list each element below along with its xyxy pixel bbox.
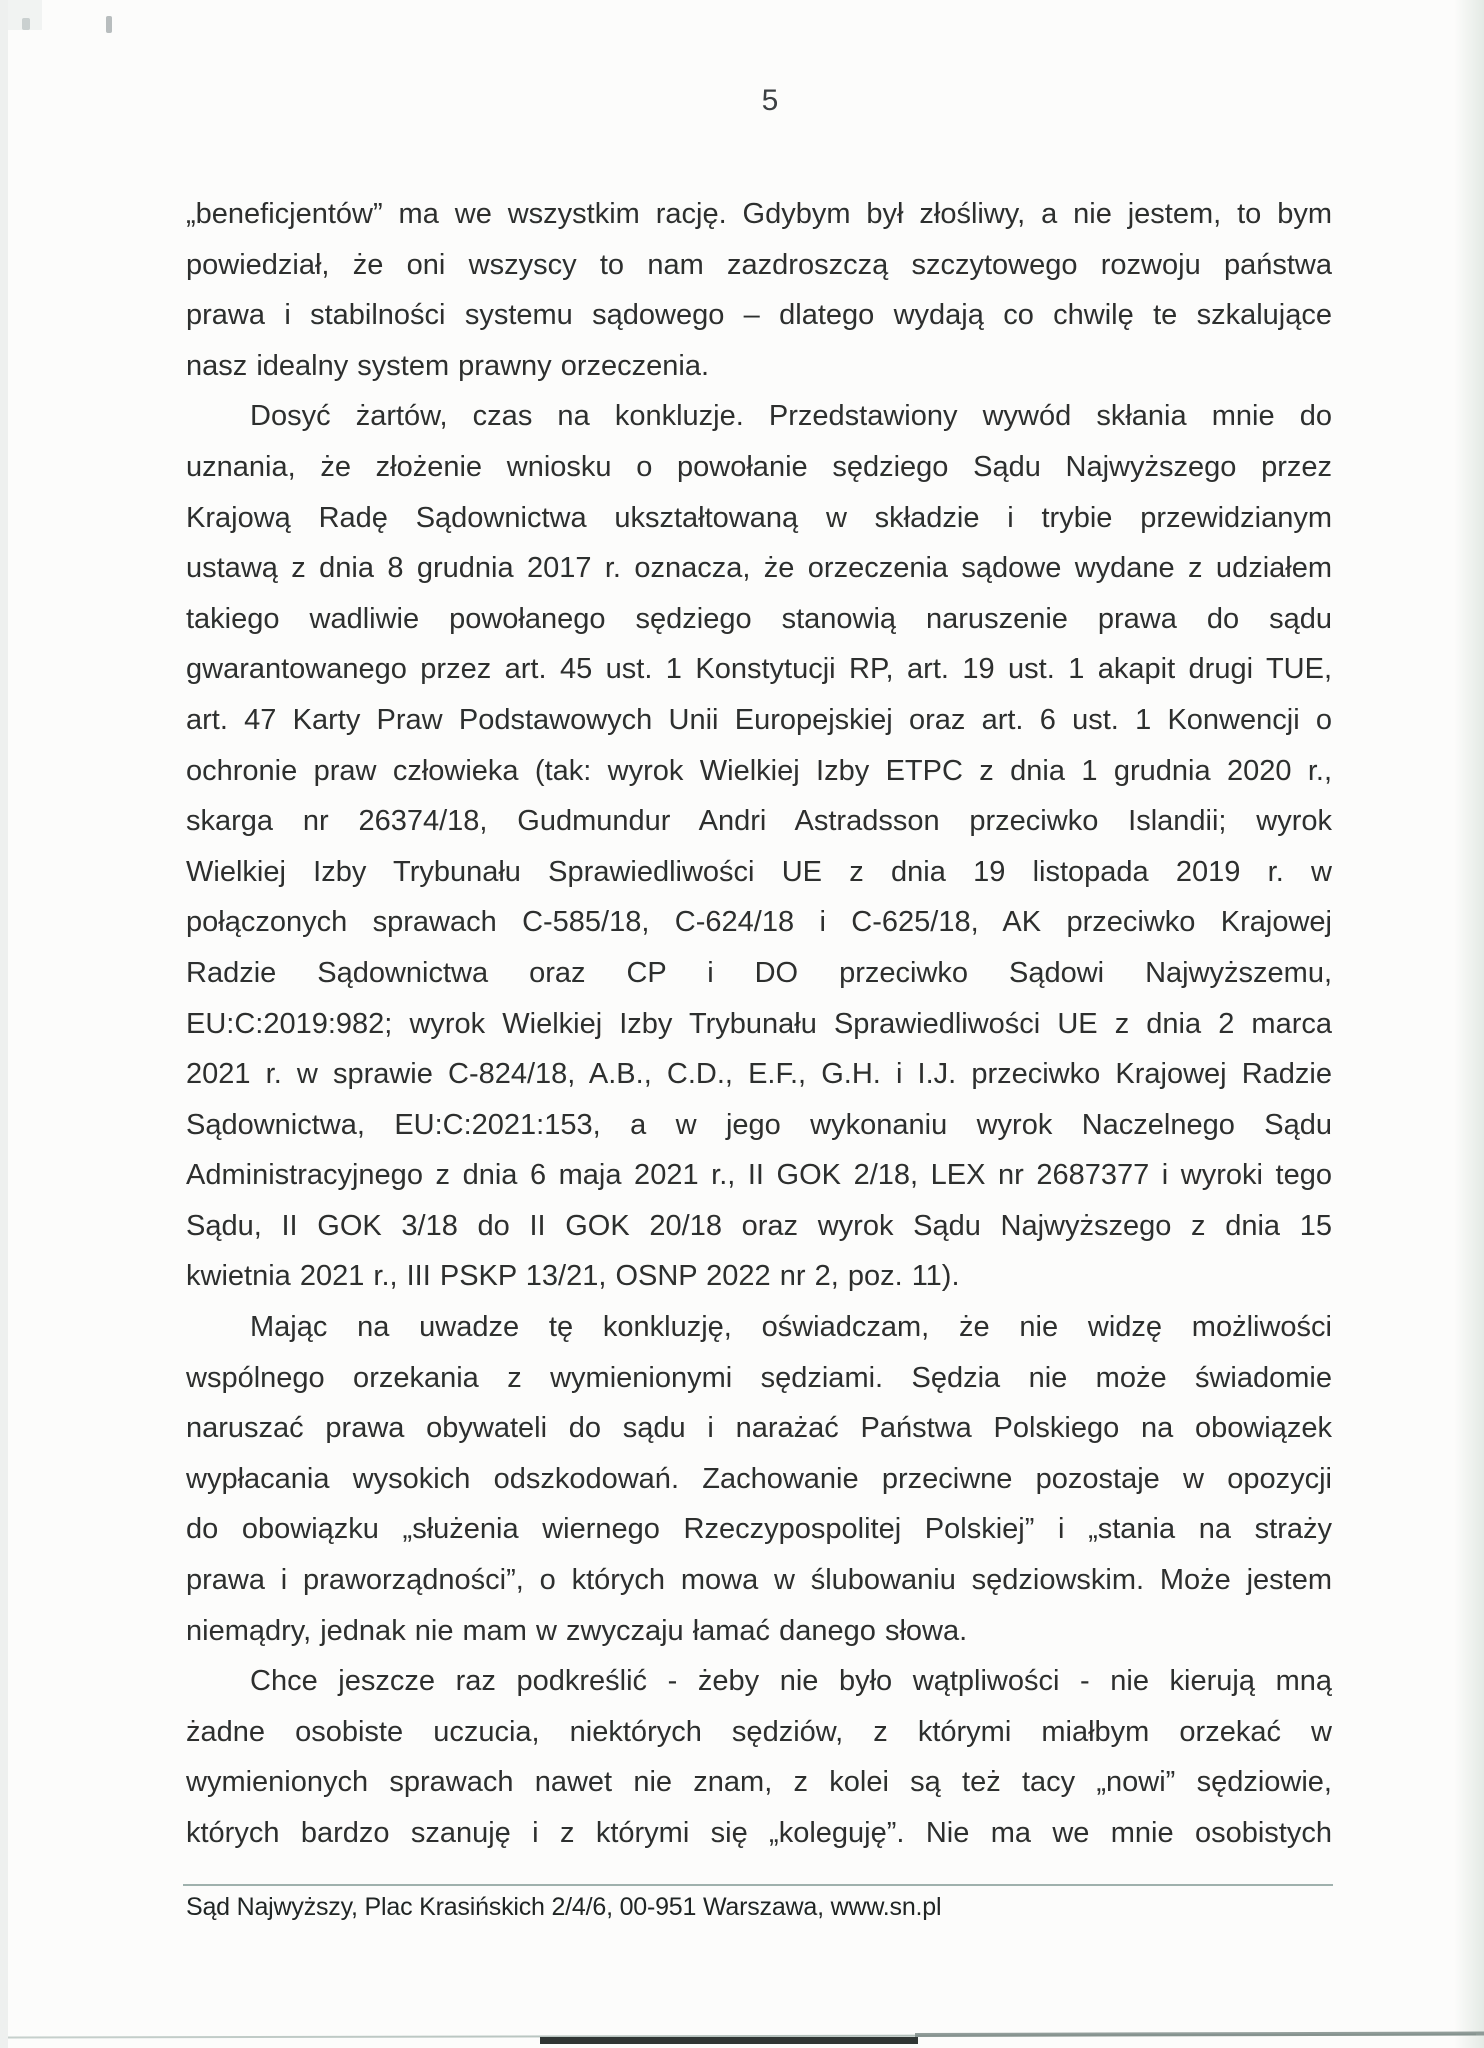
text-line: których bardzo szanuję i z którymi się „koleguję”. Nie ma we mnie osobistych xyxy=(186,1817,1332,1849)
footer-address: Sąd Najwyższy, Plac Krasińskich 2/4/6, 00-951 Warszawa, www.sn.pl xyxy=(186,1893,942,1921)
text-line: EU:C:2019:982; wyrok Wielkiej Izby Trybunału Sprawiedliwości UE z dnia 2 marca xyxy=(186,1007,1332,1040)
page-number: 5 xyxy=(761,84,779,117)
text-line: niemądry, jednak nie mam w zwyczaju łamać danego słowa. xyxy=(186,1614,968,1647)
text-line: ochronie praw człowieka (tak: wyrok Wielkiej Izby ETPC z dnia 1 grudnia 2020 r., xyxy=(186,754,1332,787)
text-line: naruszać prawa obywateli do sądu i narażać Państwa Polskiego na obowiązek xyxy=(186,1412,1332,1445)
footer-divider xyxy=(183,1884,1333,1886)
text-line: wymienionych sprawach nawet nie znam, z kolei są też tacy „nowi” sędziowie, xyxy=(186,1766,1332,1799)
text-line: Administracyjnego z dnia 6 maja 2021 r., II GOK 2/18, LEX nr 2687377 i wyroki tego xyxy=(186,1159,1332,1192)
scan-bottom-dark-artifact xyxy=(540,2037,918,2044)
text-line: gwarantowanego przez art. 45 ust. 1 Konstytucji RP, art. 19 ust. 1 akapit drugi TUE, xyxy=(186,653,1332,686)
text-line: „beneficjentów” ma we wszystkim rację. Gdybym był złośliwy, a nie jestem, to bym xyxy=(186,198,1332,230)
text-line: Mając na uwadze tę konkluzję, oświadczam, że nie widzę możliwości xyxy=(250,1311,1332,1344)
text-line: połączonych sprawach C-585/18, C-624/18 i C-625/18, AK przeciwko Krajowej xyxy=(186,906,1332,939)
scan-left-edge-shading xyxy=(0,0,8,2048)
document-body xyxy=(186,189,1332,1859)
scan-speck xyxy=(22,18,30,30)
text-line: żadne osobiste uczucia, niektórych sędziów, z którymi miałbym orzekać w xyxy=(186,1715,1332,1748)
text-line: wspólnego orzekania z wymienionymi sędziami. Sędzia nie może świadomie xyxy=(186,1361,1332,1394)
scan-bottom-right-artifact xyxy=(915,2032,1484,2037)
text-line: prawa i praworządności”, o których mowa w ślubowaniu sędziowskim. Może jestem xyxy=(186,1564,1332,1597)
text-line: Sądu, II GOK 3/18 do II GOK 20/18 oraz wyrok Sądu Najwyższego z dnia 15 xyxy=(186,1209,1332,1242)
text-line: Wielkiej Izby Trybunału Sprawiedliwości UE z dnia 19 listopada 2019 r. w xyxy=(186,855,1332,888)
text-line: Chce jeszcze raz podkreślić - żeby nie było wątpliwości - nie kierują mną xyxy=(250,1665,1332,1698)
scan-speck xyxy=(106,16,112,33)
scan-right-edge-shading xyxy=(1454,0,1484,2048)
text-line: do obowiązku „służenia wiernego Rzeczypospolitej Polskiej” i „stania na straży xyxy=(186,1513,1332,1546)
text-line: skarga nr 26374/18, Gudmundur Andri Astradsson przeciwko Islandii; wyrok xyxy=(186,805,1332,838)
text-line: 2021 r. w sprawie C-824/18, A.B., C.D., E.F., G.H. i I.J. przeciwko Krajowej Radzie xyxy=(186,1058,1332,1091)
text-line: Krajową Radę Sądownictwa ukształtowaną w składzie i trybie przewidzianym xyxy=(186,501,1332,534)
text-line: nasz idealny system prawny orzeczenia. xyxy=(186,349,710,382)
text-line: art. 47 Karty Praw Podstawowych Unii Europejskiej oraz art. 6 ust. 1 Konwencji o xyxy=(186,703,1332,736)
text-line: takiego wadliwie powołanego sędziego stanowią naruszenie prawa do sądu xyxy=(186,602,1332,635)
text-line: Sądownictwa, EU:C:2021:153, a w jego wykonaniu wyrok Naczelnego Sądu xyxy=(186,1108,1332,1141)
text-line: uznania, że złożenie wniosku o powołanie sędziego Sądu Najwyższego przez xyxy=(186,450,1332,483)
text-line: prawa i stabilności systemu sądowego – dlatego wydają co chwilę te szkalujące xyxy=(186,299,1332,332)
text-line: ustawą z dnia 8 grudnia 2017 r. oznacza, że orzeczenia sądowe wydane z udziałem xyxy=(186,552,1332,585)
text-line: Dosyć żartów, czas na konkluzje. Przedstawiony wywód skłania mnie do xyxy=(250,400,1332,433)
text-line: Radzie Sądownictwa oraz CP i DO przeciwko Sądowi Najwyższemu, xyxy=(186,956,1332,989)
text-line: powiedział, że oni wszyscy to nam zazdroszczą szczytowego rozwoju państwa xyxy=(186,248,1332,281)
text-line: kwietnia 2021 r., III PSKP 13/21, OSNP 2022 nr 2, poz. 11). xyxy=(186,1260,960,1293)
text-line: wypłacania wysokich odszkodowań. Zachowanie przeciwne pozostaje w opozycji xyxy=(186,1462,1332,1495)
